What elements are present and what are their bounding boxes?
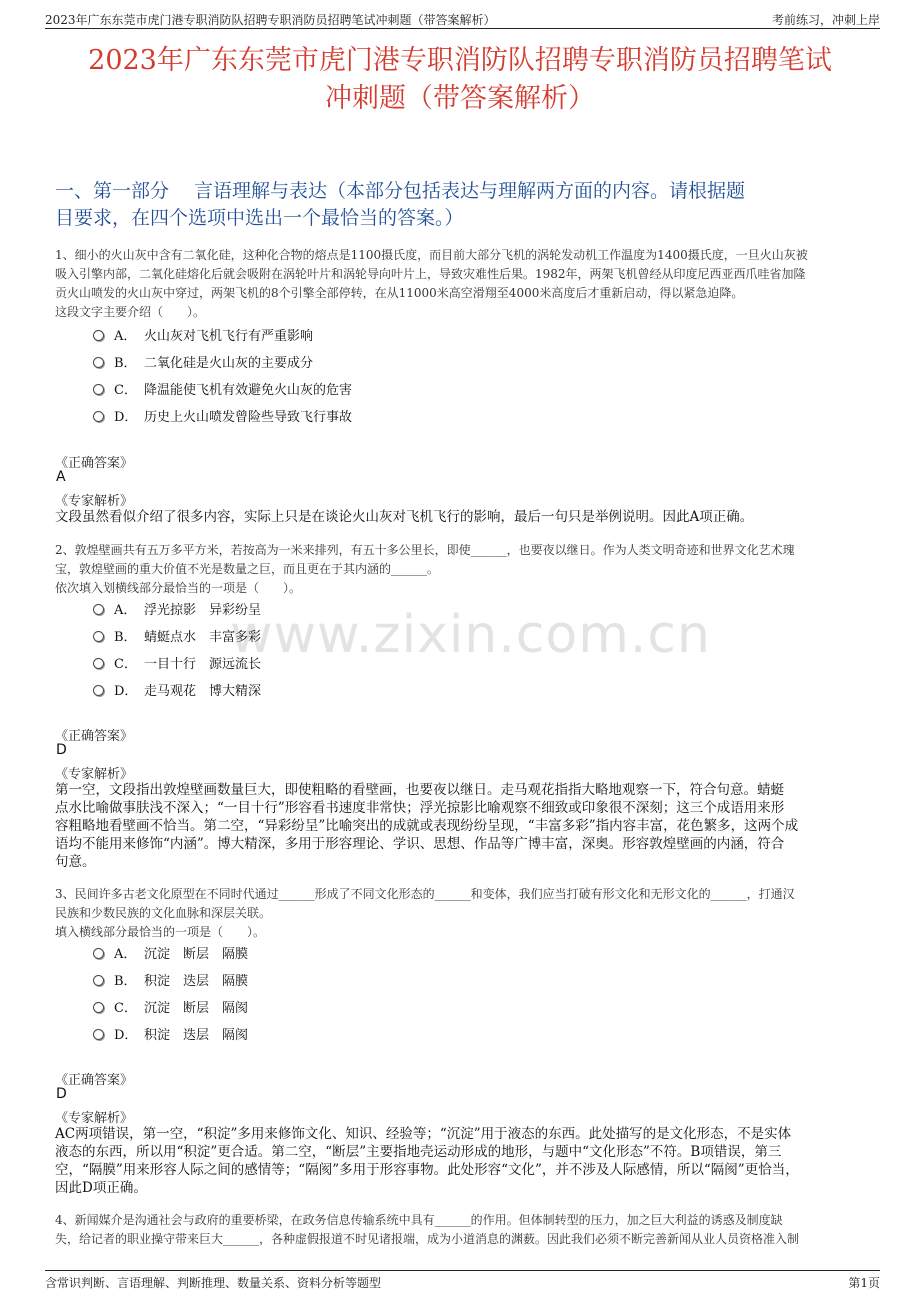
analysis-line: 因此D项正确。 (55, 1180, 147, 1196)
title-line-1: 2023年广东东莞市虎门港专职消防队招聘专职消防员招聘笔试 (88, 45, 832, 76)
header-doc-title: 2023年广东东莞市虎门港专职消防队招聘专职消防员招聘笔试冲刺题（带答案解析） (45, 13, 496, 27)
section-heading (55, 178, 865, 232)
question-1-stem (55, 246, 865, 322)
radio-icon[interactable] (93, 330, 104, 341)
radio-icon[interactable] (93, 604, 104, 615)
answer-label: 《正确答案》 (55, 729, 134, 744)
section-line-1: 一、第一部分 言语理解与表达（本部分包括表达与理解两方面的内容。请根据题 (55, 180, 746, 202)
question-2-analysis (55, 781, 860, 871)
stem-line: 宝，敦煌壁画的重大价值不光是数量之巨，而且更在于其内涵的______。 (55, 562, 440, 576)
analysis-label: 《专家解析》 (55, 1111, 134, 1126)
radio-icon[interactable] (93, 948, 104, 959)
stem-line: 民族和少数民族的文化血脉和深层关联。 (55, 906, 272, 920)
question-2-stem (55, 541, 865, 598)
page-header (45, 10, 880, 29)
stem-line: 失，给记者的职业操守带来巨大______，各种虚假报道不时见诸报端，成为小道消息的渊薮。因此我们必须不断完善新闻从业人员资格准入制 (55, 1232, 800, 1246)
footer-note: 含常识判断、言语理解、判断推理、数量关系、资料分析等题型 (45, 1276, 382, 1290)
question-3-answer: D (56, 1086, 67, 1102)
analysis-line: 空，“隔膜”用来形容人际之间的感情等；“隔阂”多用于形容事物。此处形容“文化”，并不涉及人际感情，所以“隔阂”更恰当， (55, 1162, 799, 1178)
radio-icon[interactable] (93, 658, 104, 669)
stem-line: 1、细小的火山灰中含有二氧化硅，这种化合物的熔点是1100摄氏度，而目前大部分飞机的涡轮发动机工作温度为1400摄氏度，一旦火山灰被 (55, 248, 808, 262)
radio-icon[interactable] (93, 357, 104, 368)
question-1-option-a[interactable]: A． 火山灰对飞机飞行有严重影响 (93, 328, 313, 346)
stem-line: 这段文字主要介绍（ ）。 (55, 305, 206, 319)
question-1-option-d[interactable]: D． 历史上火山喷发曾险些导致飞行事故 (93, 409, 352, 427)
page-footer (45, 1270, 880, 1291)
analysis-line: 容粗略地看壁画不恰当。第二空，“异彩纷呈”比喻突出的成就或表现纷纷呈现，“丰富多彩”指内容丰富，花色繁多，这两个成 (55, 818, 799, 834)
radio-icon[interactable] (93, 631, 104, 642)
stem-line: 2、敦煌壁画共有五万多平方米，若按高为一米来排列，有五十多公里长，即使______，也要夜以继日。作为人类文明奇迹和世界文化艺术瑰 (55, 543, 795, 557)
radio-icon[interactable] (93, 411, 104, 422)
question-3-analysis (55, 1125, 860, 1197)
analysis-line: 文段虽然看似介绍了很多内容，实际上只是在谈论火山灰对飞机飞行的影响，最后一句只是举例说明。因此A项正确。 (55, 509, 754, 525)
question-2-option-b[interactable]: B． 蜻蜓点水 丰富多彩 (93, 629, 261, 647)
question-3-option-c[interactable]: C． 沉淀 断层 隔阂 (93, 1000, 248, 1018)
stem-line: 吸入引擎内部，二氧化硅熔化后就会吸附在涡轮叶片和涡轮导向叶片上，导致灾难性后果。1982年，两架飞机曾经从印度尼西亚西爪哇省加隆 (55, 267, 806, 281)
stem-line: 4、新闻媒介是沟通社会与政府的重要桥梁，在政务信息传输系统中具有______的作用。但体制转型的压力，加之巨大利益的诱惑及制度缺 (55, 1213, 783, 1227)
question-3-option-d[interactable]: D． 积淀 迭层 隔阂 (93, 1027, 248, 1045)
document-title (0, 42, 920, 118)
question-1-answer: A (56, 469, 66, 485)
question-3-option-b[interactable]: B． 积淀 迭层 隔膜 (93, 973, 248, 991)
radio-icon[interactable] (93, 975, 104, 986)
question-2-answer: D (56, 742, 67, 758)
analysis-label: 《专家解析》 (55, 767, 134, 782)
watermark: www.zixin.com.cn (230, 605, 711, 665)
analysis-line: AC两项错误，第一空，“积淀”多用来修饰文化、知识、经验等；“沉淀”用于液态的东西。此处描写的是文化形态，不是实体 (55, 1126, 792, 1142)
radio-icon[interactable] (93, 1002, 104, 1013)
analysis-line: 液态的东西，所以用“积淀”更合适。第二空，“断层”主要指地壳运动形成的地形，与题中“文化形态”不符。B项错误，第三 (55, 1144, 782, 1160)
analysis-label: 《专家解析》 (55, 494, 134, 509)
analysis-line: 点水比喻做事肤浅不深入；“一目十行”形容看书速度非常快；浮光掠影比喻观察不细致或印象很不深刻；这三个成语用来形 (55, 800, 785, 816)
stem-line: 贡火山喷发的火山灰中穿过，两架飞机的8个引擎全部停转，在从11000米高空滑翔至4000米高度后才重新启动，得以紧急迫降。 (55, 286, 744, 300)
question-1-analysis (55, 508, 860, 526)
radio-icon[interactable] (93, 685, 104, 696)
stem-line: 3、民间许多古老文化原型在不同时代通过______形成了不同文化形态的______和变体，我们应当打破有形文化和无形文化的______，打通汉 (55, 887, 795, 901)
question-4-stem (55, 1211, 865, 1249)
title-line-2: 冲刺题（带答案解析） (325, 83, 595, 114)
question-3-option-a[interactable]: A． 沉淀 断层 隔膜 (93, 946, 248, 964)
page-number: 第1页 (848, 1276, 880, 1290)
question-2-option-d[interactable]: D． 走马观花 博大精深 (93, 683, 261, 701)
question-3-stem (55, 885, 865, 942)
question-2-option-c[interactable]: C． 一目十行 源远流长 (93, 656, 261, 674)
radio-icon[interactable] (93, 1029, 104, 1040)
stem-line: 填入横线部分最恰当的一项是（ ）。 (55, 925, 266, 939)
question-2-option-a[interactable]: A． 浮光掠影 异彩纷呈 (93, 602, 261, 620)
analysis-line: 句意。 (55, 854, 96, 870)
question-1-option-c[interactable]: C． 降温能使飞机有效避免火山灰的危害 (93, 382, 352, 400)
header-slogan: 考前练习，冲刺上岸 (771, 13, 880, 27)
stem-line: 依次填入划横线部分最恰当的一项是（ ）。 (55, 581, 302, 595)
radio-icon[interactable] (93, 384, 104, 395)
answer-label: 《正确答案》 (55, 1073, 134, 1088)
question-1-option-b[interactable]: B． 二氧化硅是火山灰的主要成分 (93, 355, 313, 373)
analysis-line: 语均不能用来修饰“内涵”。博大精深，多用于形容理论、学识、思想、作品等广博丰富，深奥。形容敦煌壁画的内涵，符合 (55, 836, 785, 852)
analysis-line: 第一空，文段指出敦煌壁画数量巨大，即使粗略的看壁画，也要夜以继日。走马观花指指大略地观察一下，符合句意。蜻蜓 (55, 782, 784, 798)
answer-label: 《正确答案》 (55, 456, 134, 471)
section-line-2: 目要求，在四个选项中选出一个最恰当的答案。） (55, 207, 464, 229)
